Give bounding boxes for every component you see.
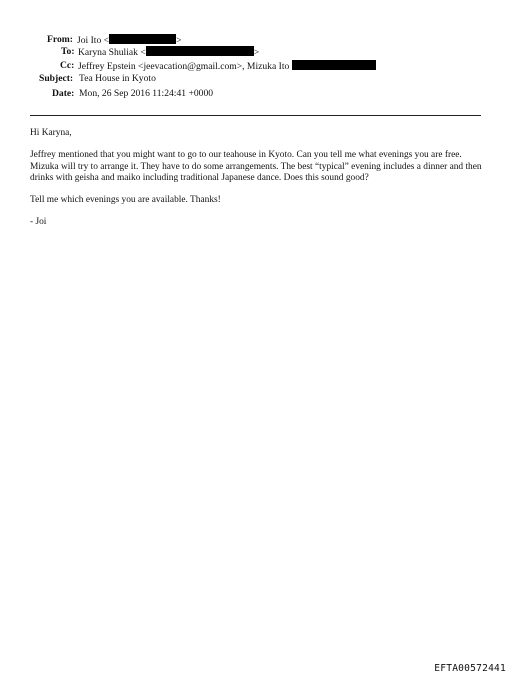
to-value	[78, 46, 259, 59]
greeting: Hi Karyna,	[30, 128, 72, 138]
date-value: Mon, 26 Sep 2016 11:24:41 +0000	[79, 88, 214, 99]
to-row	[0, 46, 512, 58]
from-row	[0, 34, 512, 46]
redaction-box	[292, 60, 376, 70]
redaction-box	[146, 46, 254, 56]
subject-label: Subject:	[39, 73, 74, 84]
to-label: To:	[61, 46, 75, 57]
from-label: From:	[47, 34, 73, 45]
cc-row	[0, 60, 512, 72]
cc-recipients: Jeffrey Epstein <jeevacation@gmail.com>, Mizuka Ito	[78, 61, 290, 72]
cc-label: Cc:	[60, 60, 75, 71]
cc-value	[78, 60, 376, 73]
subject-value: Tea House in Kyoto	[79, 73, 156, 84]
subject-row	[0, 73, 512, 85]
date-label: Date:	[52, 88, 75, 99]
body-paragraph: Tell me which evenings you are available. Thanks!	[30, 195, 221, 206]
document-id: EFTA00572441	[434, 663, 506, 674]
from-name: Joi Ito <	[77, 35, 110, 46]
body-paragraph: Jeffrey mentioned that you might want to go to our teahouse in Kyoto. Can you tell me what evenings you are free. Mizuka will try to arrange it. They have to do some arrangements. The best “typical” evening includes a dinner and then drinks with geisha and maiko including traditional Japanese dance. Does this sound good?	[30, 150, 482, 184]
redaction-box	[109, 34, 176, 44]
signoff: - Joi	[30, 217, 47, 228]
to-name: Karyna Shuliak <	[78, 47, 146, 58]
date-row	[0, 88, 512, 100]
from-suffix: >	[176, 35, 182, 46]
header-divider	[30, 115, 481, 116]
email-body	[30, 128, 482, 240]
to-suffix: >	[253, 47, 260, 58]
